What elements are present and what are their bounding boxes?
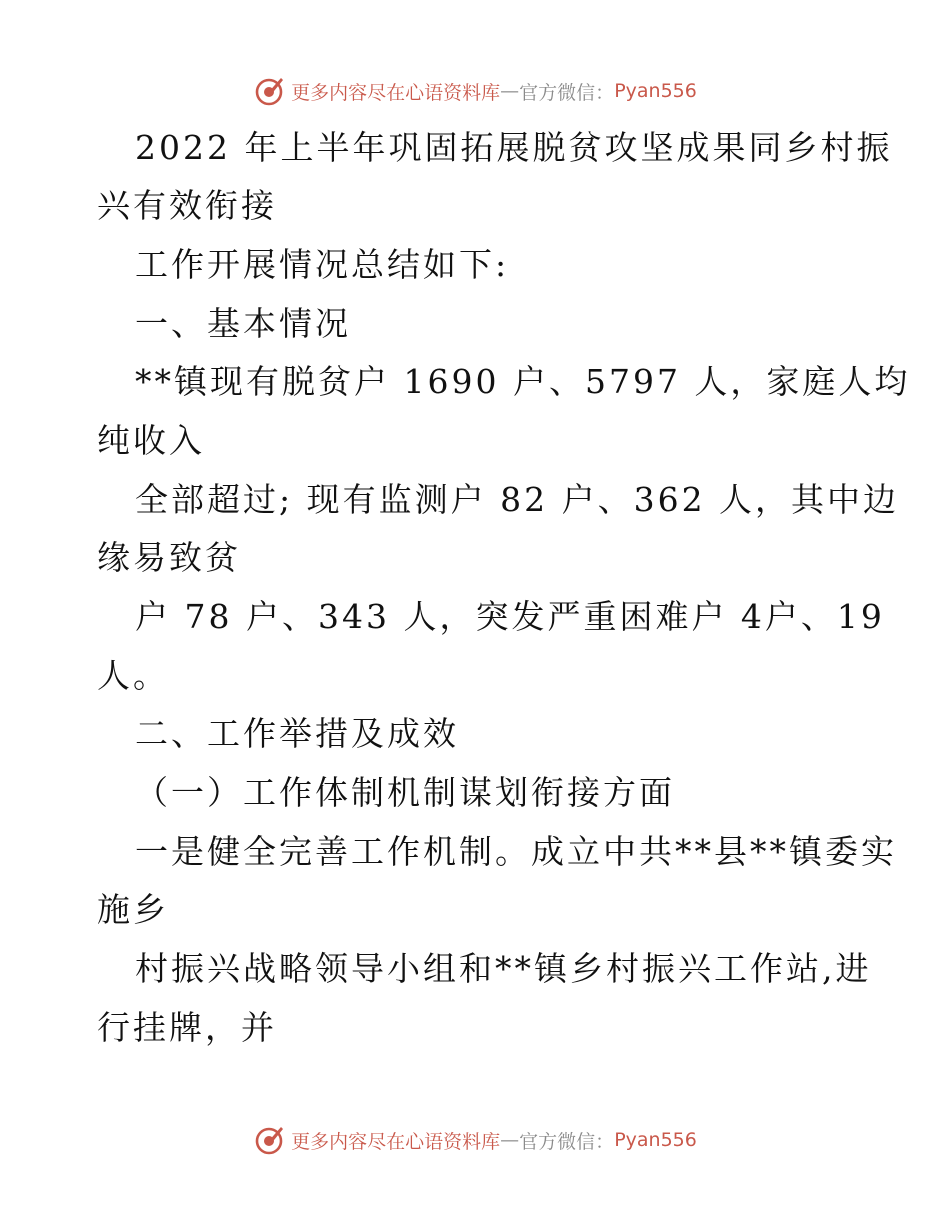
paragraph-line: 全部超过; 现有监测户 82 户、362 人，其中边 bbox=[135, 480, 900, 519]
watermark-separator: — bbox=[500, 80, 520, 102]
paragraph-line: 缘易致贫 bbox=[97, 538, 241, 577]
paragraph-line: 施乡 bbox=[97, 890, 169, 929]
quill-seal-icon bbox=[253, 1124, 285, 1156]
paragraph-line: **镇现有脱贫户 1690 户、5797 人，家庭人均 bbox=[135, 362, 911, 401]
footer-watermark bbox=[0, 1120, 950, 1160]
quill-seal-icon bbox=[253, 75, 285, 107]
watermark-brand: 更多内容尽在心语资料库 bbox=[291, 81, 501, 104]
intro-line: 工作开展情况总结如下: bbox=[135, 245, 510, 284]
watermark-wechat-id: Pyan556 bbox=[614, 1129, 697, 1151]
watermark-label: 官方微信： bbox=[519, 81, 615, 104]
watermark-wechat-id: Pyan556 bbox=[614, 80, 697, 102]
section-heading-1: 一、基本情况 bbox=[135, 304, 351, 343]
paragraph-line: 户 78 户、343 人，突发严重困难户 4户、19 bbox=[135, 597, 885, 636]
watermark-brand: 更多内容尽在心语资料库 bbox=[291, 1130, 501, 1153]
paragraph-line: 人。 bbox=[97, 656, 169, 695]
watermark-label: 官方微信： bbox=[519, 1130, 615, 1153]
header-watermark bbox=[0, 71, 950, 111]
title-line-1: 2022 年上半年巩固拓展脱贫攻坚成果同乡村振 bbox=[135, 128, 893, 167]
subsection-heading: （一）工作体制机制谋划衔接方面 bbox=[135, 773, 675, 812]
paragraph-line: 村振兴战略领导小组和**镇乡村振兴工作站,进 bbox=[135, 949, 872, 988]
paragraph-line: 一是健全完善工作机制。成立中共**县**镇委实 bbox=[135, 832, 897, 871]
section-heading-2: 二、工作举措及成效 bbox=[135, 714, 459, 753]
title-line-2: 兴有效衔接 bbox=[97, 186, 277, 225]
watermark-separator: — bbox=[500, 1129, 520, 1151]
paragraph-line: 纯收入 bbox=[97, 421, 205, 460]
paragraph-line: 行挂牌，并 bbox=[97, 1008, 277, 1047]
